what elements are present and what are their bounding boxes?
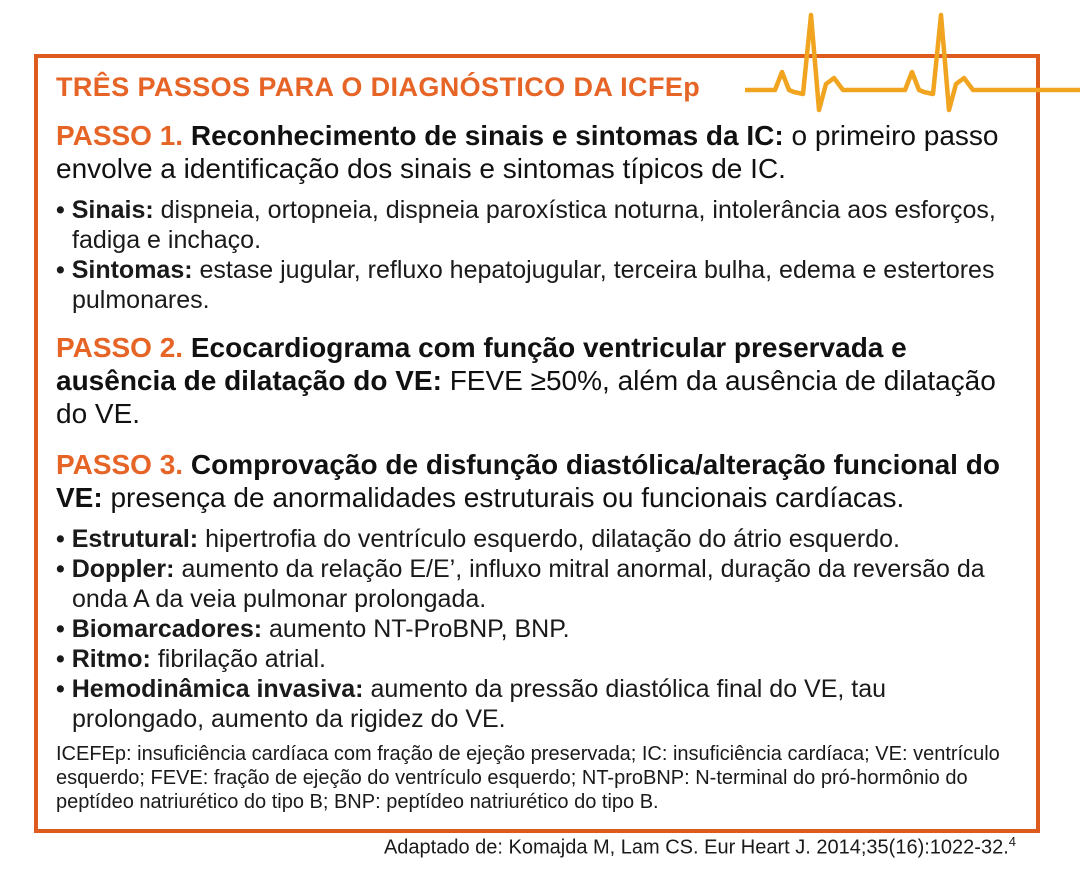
- list-item: [56, 554, 1018, 614]
- list-item: [56, 674, 1018, 734]
- bullet-term: Estrutural:: [71, 525, 199, 553]
- citation-ref: 4: [1008, 834, 1016, 849]
- bullet-term: Hemodinâmica invasiva:: [71, 675, 364, 703]
- list-item: [56, 614, 1018, 644]
- bullet-term: Sintomas:: [71, 256, 193, 284]
- step-label: PASSO 3.: [56, 449, 184, 480]
- section-passo-1: [56, 119, 1018, 315]
- section-passo-3: [56, 448, 1018, 734]
- list-item: [56, 524, 1018, 554]
- step-heading-bold: Reconhecimento de sinais e sintomas da IC:: [190, 120, 784, 151]
- list-item: [56, 255, 1018, 315]
- infographic-card: [34, 54, 1040, 859]
- page-title: TRÊS PASSOS PARA O DIAGNÓSTICO DA ICFEp: [56, 72, 701, 102]
- list-item: [56, 195, 1018, 255]
- step-lead-text: FEVE ≥50%, além da ausência de dilatação do VE.: [56, 365, 996, 429]
- citation: [56, 834, 1018, 860]
- bullet-text: aumento NT-ProBNP, BNP.: [269, 615, 570, 643]
- bullet-text: aumento da pressão diastólica final do VE, tau prolongado, aumento da rigidez do VE.: [72, 675, 887, 733]
- bullet-term: Doppler:: [71, 555, 175, 583]
- section-passo-2: [56, 331, 1018, 430]
- step-heading: [56, 331, 1018, 430]
- step-lead-text: o primeiro passo envolve a identificação dos sinais e sintomas típicos de IC.: [56, 120, 999, 184]
- step-heading: [56, 448, 1018, 514]
- step-heading-bold: Comprovação de disfunção diastólica/alteração funcional do VE:: [56, 449, 1000, 513]
- step-heading-bold: Ecocardiograma com função ventricular preservada e ausência de dilatação do VE:: [56, 332, 907, 396]
- ecg-heartbeat-icon: [745, 6, 1080, 124]
- citation-text: Adaptado de: Komajda M, Lam CS. Eur Heart J. 2014;35(16):1022-32.: [383, 836, 1009, 859]
- bullet-list: [56, 524, 1018, 734]
- step-label: PASSO 2.: [56, 332, 184, 363]
- bullet-text: estase jugular, refluxo hepatojugular, terceira bulha, edema e estertores pulmonares.: [72, 256, 995, 314]
- step-label: PASSO 1.: [56, 120, 184, 151]
- list-item: [56, 644, 1018, 674]
- abbreviations-footnote: ICEFEp: insuficiência cardíaca com fração de ejeção preservada; IC: insuficiência cardíaca; VE: ventrículo esquerdo; FEVE: fração de ejeção do ventrículo esquerdo; NT-proBNP: N-terminal do pró-hormônio do peptídeo natriurético do tipo B; BNP: peptídeo natriurético do tipo B.: [56, 743, 1000, 813]
- bullet-term: Ritmo:: [71, 645, 151, 673]
- bullet-list: [56, 195, 1018, 315]
- step-heading: [56, 119, 1018, 185]
- bullet-text: aumento da relação E/E’, influxo mitral anormal, duração da reversão da onda A da veia pulmonar prolongada.: [72, 555, 985, 613]
- step-lead-text: presença de anormalidades estruturais ou funcionais cardíacas.: [110, 482, 905, 513]
- bullet-text: hipertrofia do ventrículo esquerdo, dilatação do átrio esquerdo.: [205, 525, 900, 553]
- bullet-term: Biomarcadores:: [71, 615, 263, 643]
- bullet-text: fibrilação atrial.: [157, 645, 326, 673]
- bullet-text: dispneia, ortopneia, dispneia paroxística noturna, intolerância aos esforços, fadiga e inchaço.: [72, 196, 996, 254]
- bullet-term: Sinais:: [71, 196, 154, 224]
